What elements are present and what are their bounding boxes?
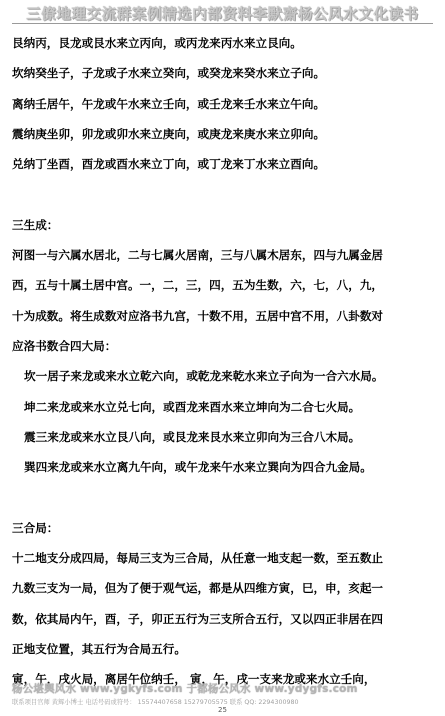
list-item: 震三来龙或来水立艮八向，或艮龙来艮水来立卯向为三合八木局。 xyxy=(24,429,361,444)
list-item: 坤二来龙或来水立兑七向，或酉龙来酉水来立坤向为二合七火局。 xyxy=(24,399,361,414)
paragraph-line: 河图一与六属水居北，二与七属火居南，三与八属木居东，四与九属金居 xyxy=(12,248,384,263)
footer-contact-info: 联系项目官师 黄辉小博士 电话号码或符号： 15574407658 15279705575 联系 QQ: 2294300980 xyxy=(12,699,299,706)
text-line: 震纳庚坐卯，卯龙或卯水来立庚向，或庚龙来庚水来立卯向。 xyxy=(12,126,326,141)
header-watermark-title: 三僚地理交流群案例精选内部资料李默齋杨公风水文化读书 xyxy=(26,7,419,23)
text-line: 艮纳丙，艮龙或艮水来立丙向，或丙龙来丙水来立艮向。 xyxy=(12,36,302,50)
paragraph-line: 正地支位置，其五行为合局五行。 xyxy=(12,641,186,656)
paragraph-line: 应洛书数合四大局： xyxy=(12,338,117,353)
paragraph-line: 数，依其局内午，酉，子，卯正五行为三支所合五行，又以四正非居在四 xyxy=(12,611,384,626)
paragraph-line: 九数三支为一局，但为了便于观气运，都是从四维方寅，巳，申，亥起一 xyxy=(12,581,384,596)
header-divider xyxy=(12,23,433,24)
document-body xyxy=(12,28,434,695)
page-number: 25 xyxy=(218,706,227,714)
list-item: 坎一居子来龙或来水立乾六向，或乾龙来乾水来立子向为一合六水局。 xyxy=(24,369,384,384)
blank-line xyxy=(12,179,434,209)
page-footer xyxy=(0,680,445,716)
page-header xyxy=(0,0,445,26)
section-heading-sansheng: 三生成： xyxy=(12,217,59,232)
paragraph-line: 寅，午，戌火局，离居午位纳壬， 寅，午，戌一支来龙或来水立壬向， xyxy=(12,672,376,687)
list-item: 巽四来龙或来水立离九午向，或午龙来午水来立巽向为四合九金局。 xyxy=(24,460,372,475)
text-line: 兑纳丁坐酉，酉龙或酉水来立丁向，或丁龙来丁水来立酉向。 xyxy=(12,157,326,172)
text-line: 离纳壬居午，午龙或午水来立壬向，或壬龙来壬水来立午向。 xyxy=(12,96,326,111)
section-heading-sanhe: 三合局： xyxy=(12,520,59,535)
paragraph-line: 十为成数。将生成数对应洛书九宫，十数不用，五居中宫不用，八卦数对 xyxy=(12,308,384,323)
text-line: 坎纳癸坐子，子龙或子水来立癸向，或癸龙来癸水来立子向。 xyxy=(12,66,326,81)
blank-line xyxy=(12,482,434,512)
paragraph-line: 十二地支分成四局，每局三支为三合局，从任意一地支起一数，至五数止 xyxy=(12,551,384,566)
footer-website-banner: 杨公堪舆风水 www.ygkyfs.com 于都杨公风水 www.ydygfs.com xyxy=(12,683,358,695)
paragraph-line: 西，五与十属土居中宫。一，二，三，四，五为生数，六，七，八，九， xyxy=(12,278,384,293)
